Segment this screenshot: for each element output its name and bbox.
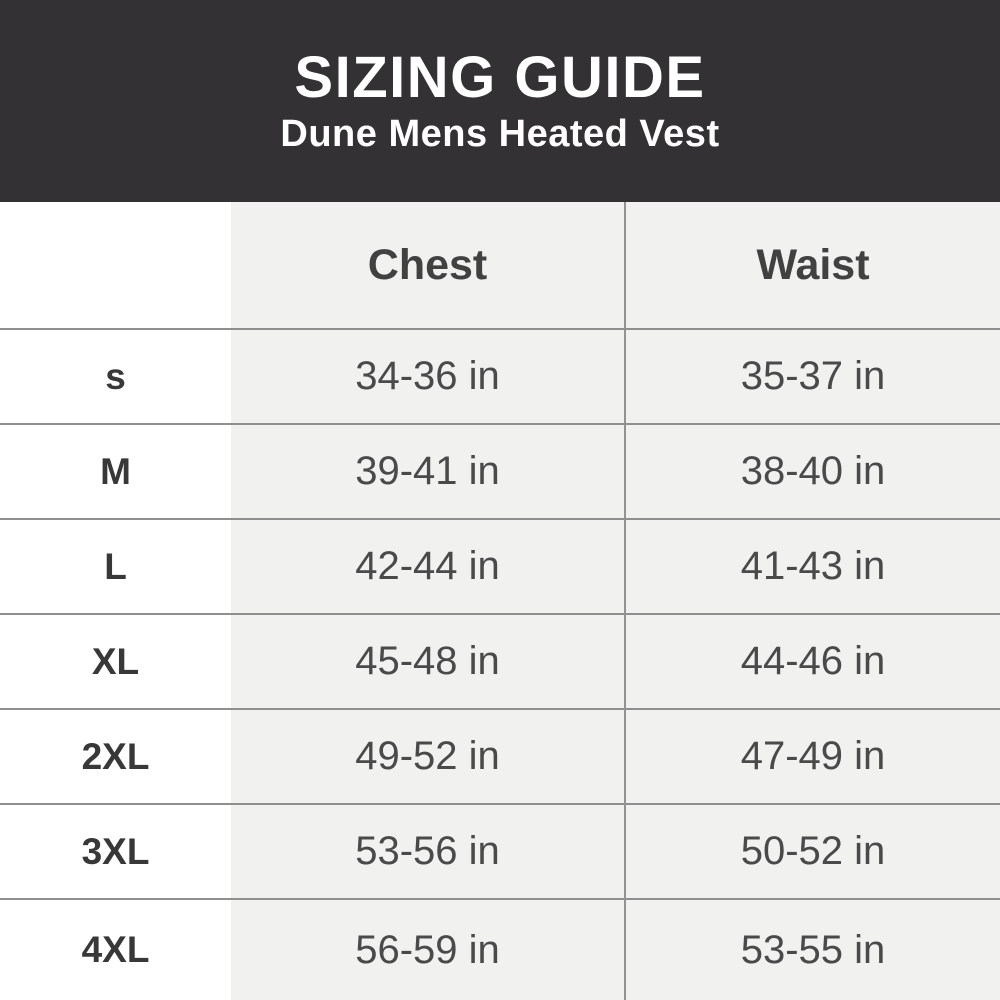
waist-value: 50-52 in [624,803,1000,898]
size-label: 3XL [0,803,231,898]
chest-value: 49-52 in [231,708,624,803]
sizing-table [0,202,1000,1000]
size-label: M [0,423,231,518]
chest-value: 53-56 in [231,803,624,898]
size-label: L [0,518,231,613]
size-label: 2XL [0,708,231,803]
page-title: SIZING GUIDE [294,45,706,110]
waist-value: 44-46 in [624,613,1000,708]
waist-value: 47-49 in [624,708,1000,803]
waist-value: 53-55 in [624,898,1000,1000]
size-label: s [0,328,231,423]
chest-value: 39-41 in [231,423,624,518]
size-label: XL [0,613,231,708]
column-header-size [0,202,231,328]
chest-value: 45-48 in [231,613,624,708]
page-subtitle: Dune Mens Heated Vest [280,113,720,155]
chest-value: 56-59 in [231,898,624,1000]
waist-value: 38-40 in [624,423,1000,518]
column-header-chest: Chest [231,202,624,328]
waist-value: 35-37 in [624,328,1000,423]
column-header-waist: Waist [624,202,1000,328]
chest-value: 34-36 in [231,328,624,423]
waist-value: 41-43 in [624,518,1000,613]
size-label: 4XL [0,898,231,1000]
header-banner [0,0,1000,202]
chest-value: 42-44 in [231,518,624,613]
